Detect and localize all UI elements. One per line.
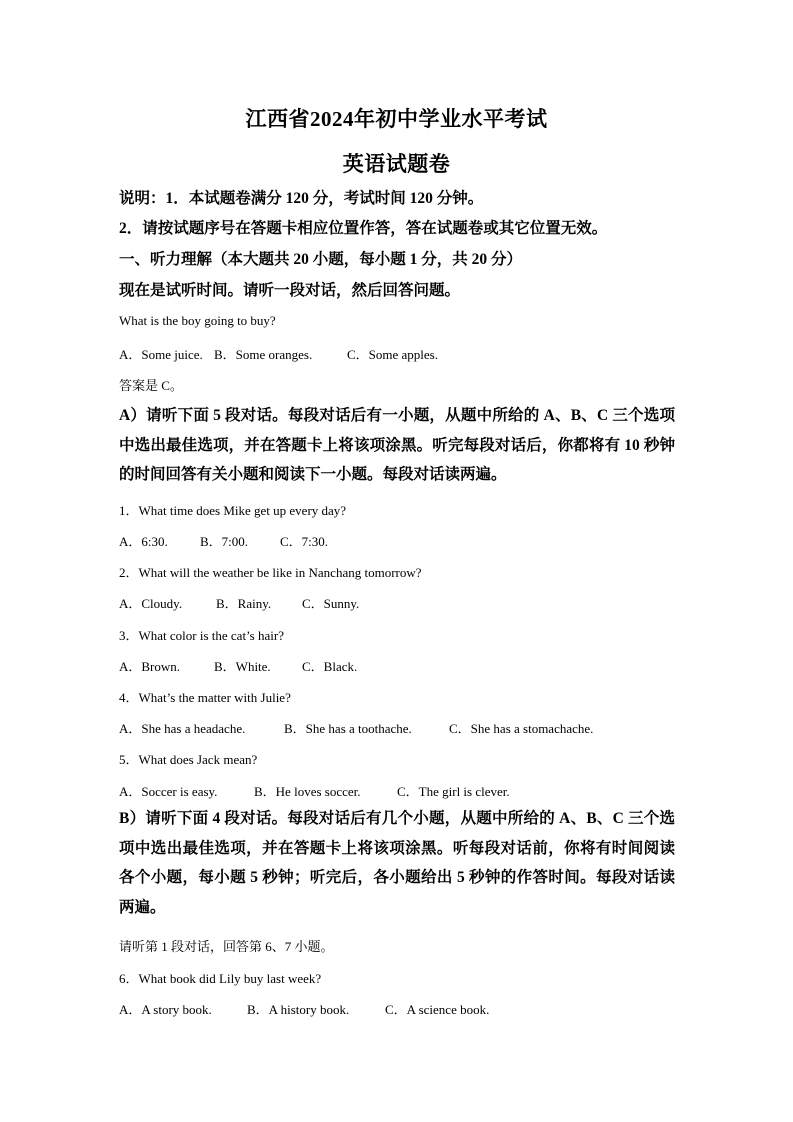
option-b: B．Some oranges. <box>214 347 313 362</box>
option-a: A．Soccer is easy. <box>119 784 218 799</box>
option-a: A．She has a headache. <box>119 721 246 736</box>
question-6-options <box>119 999 489 1018</box>
dialogue-note: 请听第 1 段对话，回答第 6、7 小题。 <box>119 939 334 954</box>
part-b-instructions: B）请听下面 4 段对话。每段对话后有几个小题，从题中所给的 A、B、C 三个选项中选出最佳选项，并在答题卡上将该项涂黑。听每段对话前，你将有时间阅读各个小题，每小题 5 秒钟；听完后，各小题给出 5 秒钟的作答时间。每段对话读两遍。 <box>119 810 675 916</box>
question-4: 4．What’s the matter with Julie? <box>119 690 291 705</box>
option-b: B．Rainy. <box>216 596 272 611</box>
question-4-options <box>119 718 593 737</box>
option-b: B．White. <box>214 659 271 674</box>
question-1-options <box>119 531 328 550</box>
option-a: A．Brown. <box>119 659 181 674</box>
trial-options <box>119 344 438 363</box>
section-heading: 一、听力理解（本大题共 20 小题，每小题 1 分，共 20 分） <box>119 251 523 268</box>
option-b: B．He loves soccer. <box>254 784 361 799</box>
trial-answer: 答案是 C。 <box>119 378 183 393</box>
option-c: C．The girl is clever. <box>397 784 510 799</box>
note-2: 2．请按试题序号在答题卡相应位置作答，答在试题卷或其它位置无效。 <box>119 220 608 237</box>
exam-subtitle: 英语试题卷 <box>342 152 451 176</box>
option-a: A．6:30. <box>119 534 168 549</box>
option-a: A．Some juice. <box>119 347 203 362</box>
trial-instruction: 现在是试听时间。请听一段对话，然后回答问题。 <box>119 282 461 299</box>
question-2-options <box>119 593 359 612</box>
option-c: C．Some apples. <box>347 347 438 362</box>
question-1: 1．What time does Mike get up every day? <box>119 503 347 518</box>
option-b: B．A history book. <box>247 1002 350 1017</box>
exam-title: 江西省2024年初中学业水平考试 <box>245 107 548 131</box>
question-3: 3．What color is the cat’s hair? <box>119 628 284 643</box>
option-b: B．She has a toothache. <box>284 721 412 736</box>
option-a: A．A story book. <box>119 1002 212 1017</box>
question-2: 2．What will the weather be like in Nanchang tomorrow? <box>119 565 422 580</box>
question-5: 5．What does Jack mean? <box>119 752 258 767</box>
part-a-instructions: A）请听下面 5 段对话。每段对话后有一小题，从题中所给的 A、B、C 三个选项中选出最佳选项，并在答题卡上将该项涂黑。听完每段对话后，你都将有 10 秒钟的时间回答有关小题和阅读下一小题。每段对话读两遍。 <box>119 407 675 483</box>
question-6: 6．What book did Lily buy last week? <box>119 971 322 986</box>
option-c: C．7:30. <box>280 534 329 549</box>
note-1: 说明：1．本试题卷满分 120 分，考试时间 120 分钟。 <box>119 190 484 207</box>
option-c: C．She has a stomachache. <box>449 721 594 736</box>
option-b: B．7:00. <box>200 534 249 549</box>
trial-question: What is the boy going to buy? <box>119 313 276 328</box>
option-c: C．Black. <box>302 659 358 674</box>
option-c: C．Sunny. <box>302 596 360 611</box>
option-c: C．A science book. <box>385 1002 490 1017</box>
question-5-options <box>119 781 510 800</box>
option-a: A．Cloudy. <box>119 596 183 611</box>
question-3-options <box>119 656 357 675</box>
